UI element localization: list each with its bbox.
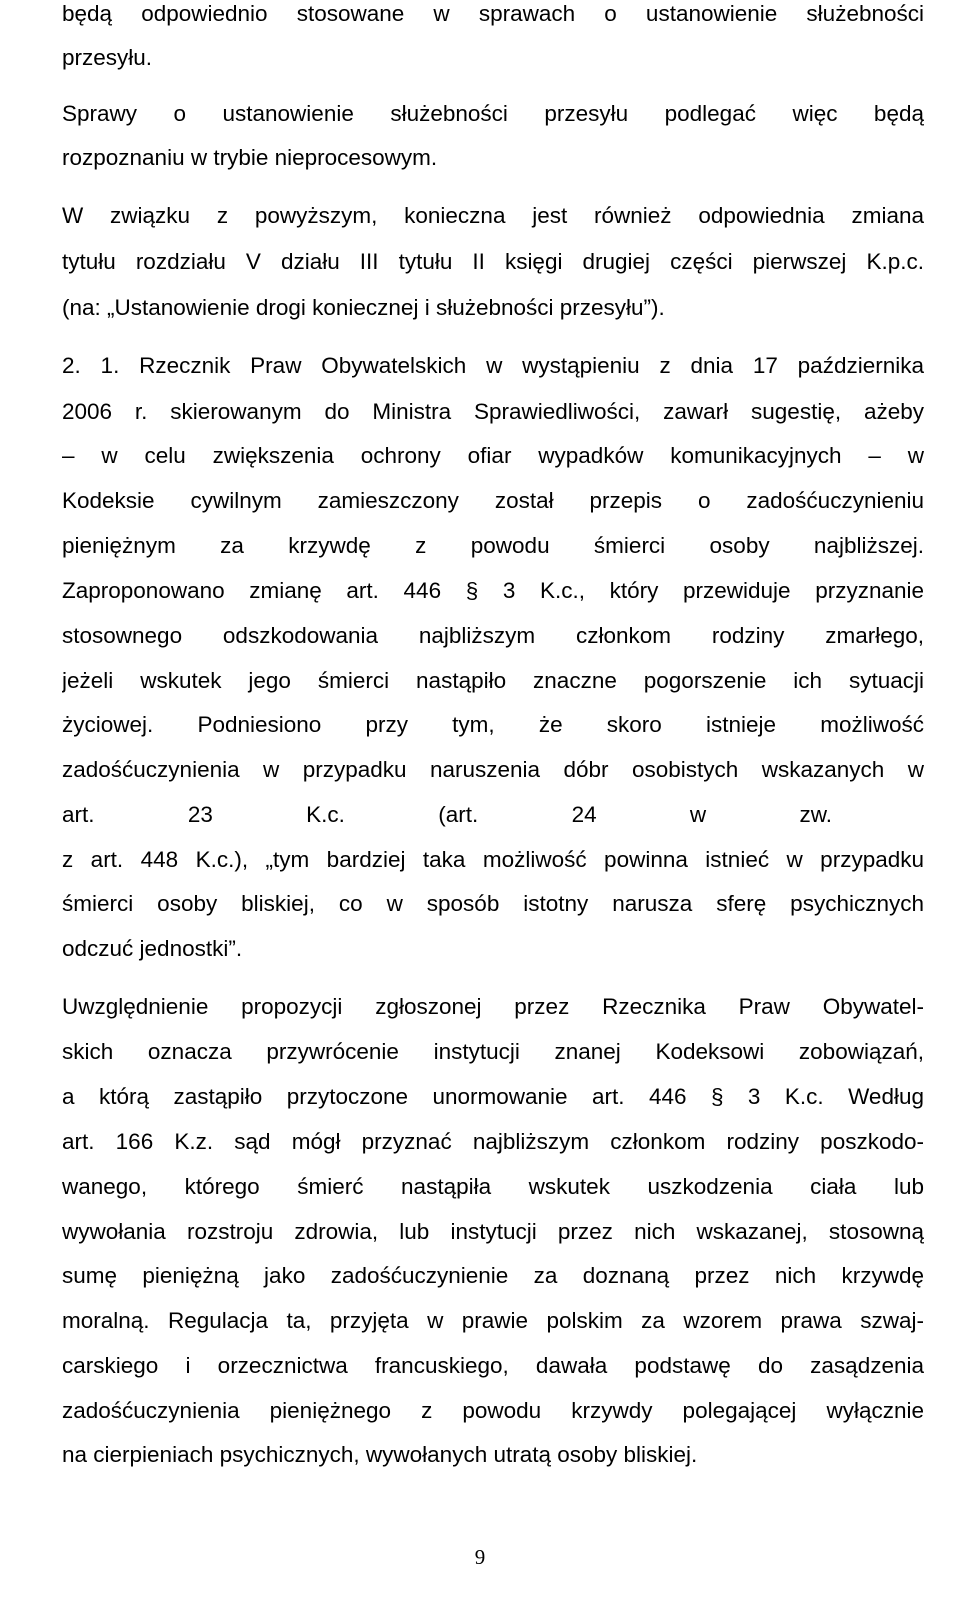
text-line: moralną. Regulacja ta, przyjęta w prawie polskim za wzorem prawa szwaj- (62, 1308, 924, 1333)
text-line: jeżeli wskutek jego śmierci nastąpiło znaczne pogorszenie ich sytuacji (62, 668, 924, 693)
text-line: 2006 r. skierowanym do Ministra Sprawiedliwości, zawarł sugestię, ażeby (62, 399, 924, 424)
text-line: rozpoznaniu w trybie nieprocesowym. (62, 145, 438, 170)
text-line: art. 23 K.c. (art. 24 w zw. (62, 802, 832, 827)
text-line: życiowej. Podniesiono przy tym, że skoro istnieje możliwość (62, 712, 924, 737)
text-line: Uwzględnienie propozycji zgłoszonej przez Rzecznika Praw Obywatel- (62, 994, 924, 1019)
text-line: Kodeksie cywilnym zamieszczony został przepis o zadośćuczynieniu (62, 488, 924, 513)
text-line: śmierci osoby bliskiej, co w sposób istotny narusza sferę psychicznych (62, 891, 924, 916)
text-line: z art. 448 K.c.), „tym bardziej taka możliwość powinna istnieć w przypadku (62, 847, 924, 872)
text-line: odczuć jednostki”. (62, 936, 243, 961)
text-line: zadośćuczynienia w przypadku naruszenia dóbr osobistych wskazanych w (62, 757, 924, 782)
text-line: zadośćuczynienia pieniężnego z powodu krzywdy polegającej wyłącznie (62, 1398, 924, 1423)
text-line: art. 166 K.z. sąd mógł przyznać najbliższym członkom rodziny poszkodo- (62, 1129, 924, 1154)
text-line: 2. 1. Rzecznik Praw Obywatelskich w wystąpieniu z dnia 17 października (62, 353, 924, 378)
text-line: carskiego i orzecznictwa francuskiego, dawała podstawę do zasądzenia (62, 1353, 924, 1378)
text-line: na cierpieniach psychicznych, wywołanych utratą osoby bliskiej. (62, 1442, 698, 1467)
text-line: (na: „Ustanowienie drogi koniecznej i służebności przesyłu”). (62, 295, 665, 320)
text-line: pieniężnym za krzywdę z powodu śmierci osoby najbliższej. (62, 533, 924, 558)
page-number: 9 (474, 1545, 486, 1569)
text-line: sumę pieniężną jako zadośćuczynienie za doznaną przez nich krzywdę (62, 1263, 924, 1288)
text-line: a którą zastąpiło przytoczone unormowanie art. 446 § 3 K.c. Według (62, 1084, 924, 1109)
text-line: skich oznacza przywrócenie instytucji znanej Kodeksowi zobowiązań, (62, 1039, 924, 1064)
text-line: będą odpowiednio stosowane w sprawach o ustanowienie służebności (62, 1, 924, 26)
text-line: przesyłu. (62, 45, 153, 70)
text-line: wywołania rozstroju zdrowia, lub instytucji przez nich wskazanej, stosowną (62, 1219, 924, 1244)
text-line: stosownego odszkodowania najbliższym członkom rodziny zmarłego, (62, 623, 924, 648)
text-line: Zaproponowano zmianę art. 446 § 3 K.c., który przewiduje przyznanie (62, 578, 924, 603)
text-line: Sprawy o ustanowienie służebności przesyłu podlegać więc będą (62, 101, 924, 126)
text-line: W związku z powyższym, konieczna jest również odpowiednia zmiana (62, 203, 924, 228)
text-line: tytułu rozdziału V działu III tytułu II księgi drugiej części pierwszej K.p.c. (62, 249, 924, 274)
text-line: wanego, którego śmierć nastąpiła wskutek uszkodzenia ciała lub (62, 1174, 924, 1199)
text-line: – w celu zwiększenia ochrony ofiar wypadków komunikacyjnych – w (62, 443, 924, 468)
